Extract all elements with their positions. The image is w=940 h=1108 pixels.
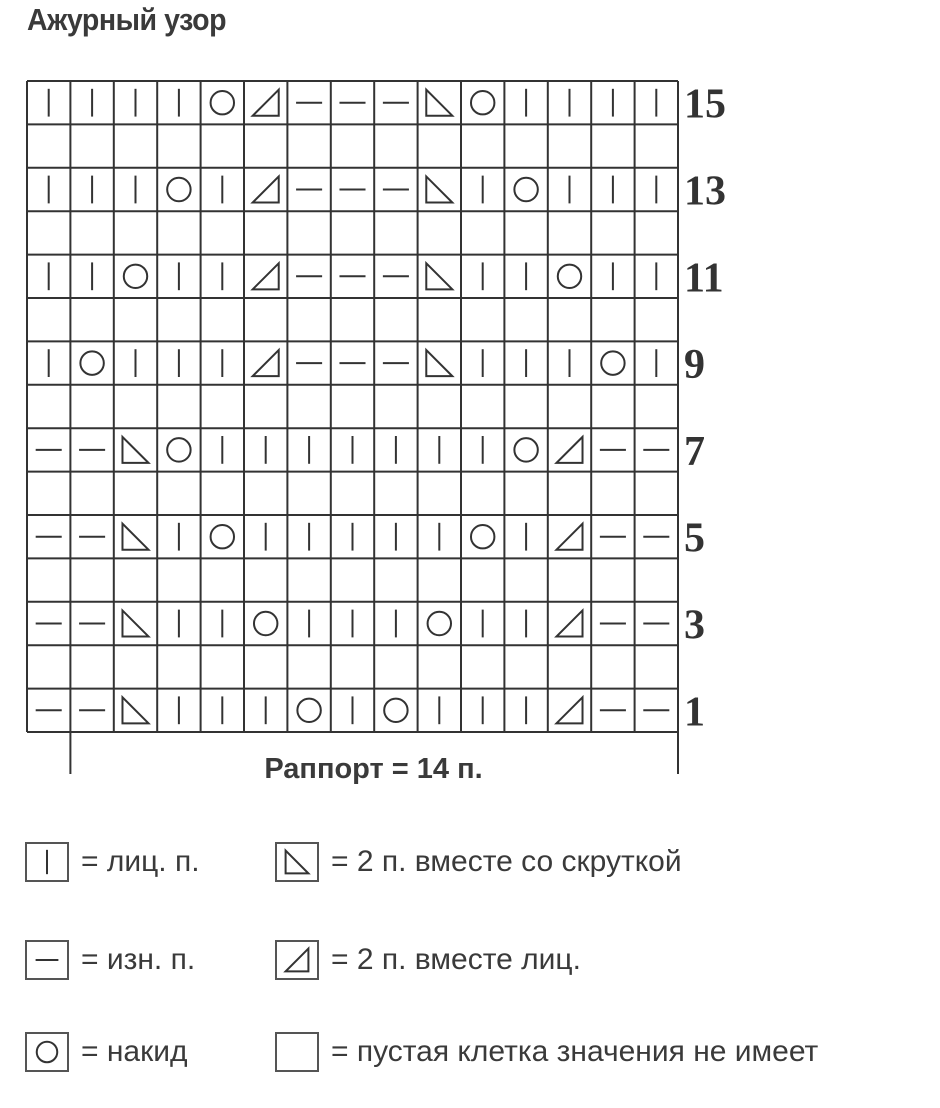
k2tog-icon [556, 437, 582, 463]
k2tog-tbl-icon [426, 263, 452, 289]
row-number: 11 [684, 255, 724, 302]
yarn-over-icon [471, 525, 494, 548]
k2tog-tbl-icon [275, 842, 319, 882]
row-number: 5 [684, 515, 705, 562]
legend-label: = 2 п. вместе лиц. [331, 943, 581, 976]
legend-label: = лиц. п. [81, 845, 200, 878]
yarn-over-icon [167, 438, 190, 461]
row-number: 9 [684, 342, 705, 389]
yarn-over-icon [254, 612, 277, 635]
legend-item [275, 940, 581, 980]
knit-stitch-icon [25, 842, 69, 882]
k2tog-icon [253, 263, 279, 289]
yarn-over-icon [514, 438, 537, 461]
chart-row [36, 436, 670, 464]
k2tog-icon [556, 524, 582, 550]
yarn-over-icon [514, 178, 537, 201]
k2tog-tbl-icon [122, 697, 148, 723]
legend-label: = накид [81, 1035, 188, 1068]
legend-label: = 2 п. вместе со скруткой [331, 845, 682, 878]
chart-row [49, 176, 657, 204]
chart-row [36, 696, 670, 724]
yarn-over-icon [80, 351, 103, 374]
empty-cell-icon [275, 1032, 319, 1072]
legend-item [25, 940, 195, 980]
legend-item [25, 842, 200, 882]
k2tog-tbl-icon [426, 350, 452, 376]
yarn-over-icon [297, 699, 320, 722]
k2tog-tbl-icon [122, 437, 148, 463]
legend-item [275, 1032, 818, 1072]
yarn-over-icon [428, 612, 451, 635]
yarn-over-icon [167, 178, 190, 201]
k2tog-tbl-icon [122, 524, 148, 550]
chart-row [49, 349, 657, 377]
k2tog-icon [253, 176, 279, 202]
chart-row [49, 89, 657, 117]
row-number: 13 [684, 168, 726, 215]
page-title: Ажурный узор [27, 2, 227, 37]
chart-row [36, 610, 670, 638]
legend-item [25, 1032, 188, 1072]
k2tog-icon [253, 90, 279, 116]
k2tog-tbl-icon [426, 176, 452, 202]
k2tog-icon [275, 940, 319, 980]
k2tog-icon [253, 350, 279, 376]
yarn-over-icon [211, 525, 234, 548]
row-number: 15 [684, 81, 726, 128]
yarn-over-icon [601, 351, 624, 374]
yarn-over-icon [25, 1032, 69, 1072]
k2tog-icon [556, 697, 582, 723]
purl-stitch-icon [25, 940, 69, 980]
k2tog-icon [556, 610, 582, 636]
yarn-over-icon [471, 91, 494, 114]
legend-label: = изн. п. [81, 943, 196, 976]
chart-row [36, 523, 670, 551]
chart-row [49, 262, 657, 290]
yarn-over-icon [211, 91, 234, 114]
k2tog-tbl-icon [122, 610, 148, 636]
row-number: 1 [684, 689, 705, 736]
rapport-label: Раппорт = 14 п. [264, 753, 483, 785]
yarn-over-icon [384, 699, 407, 722]
yarn-over-icon [124, 265, 147, 288]
yarn-over-icon [558, 265, 581, 288]
row-number: 3 [684, 602, 705, 649]
legend-label: = пустая клетка значения не имеет [331, 1035, 819, 1068]
row-number: 7 [684, 428, 705, 475]
legend-item [275, 842, 682, 882]
k2tog-tbl-icon [426, 90, 452, 116]
